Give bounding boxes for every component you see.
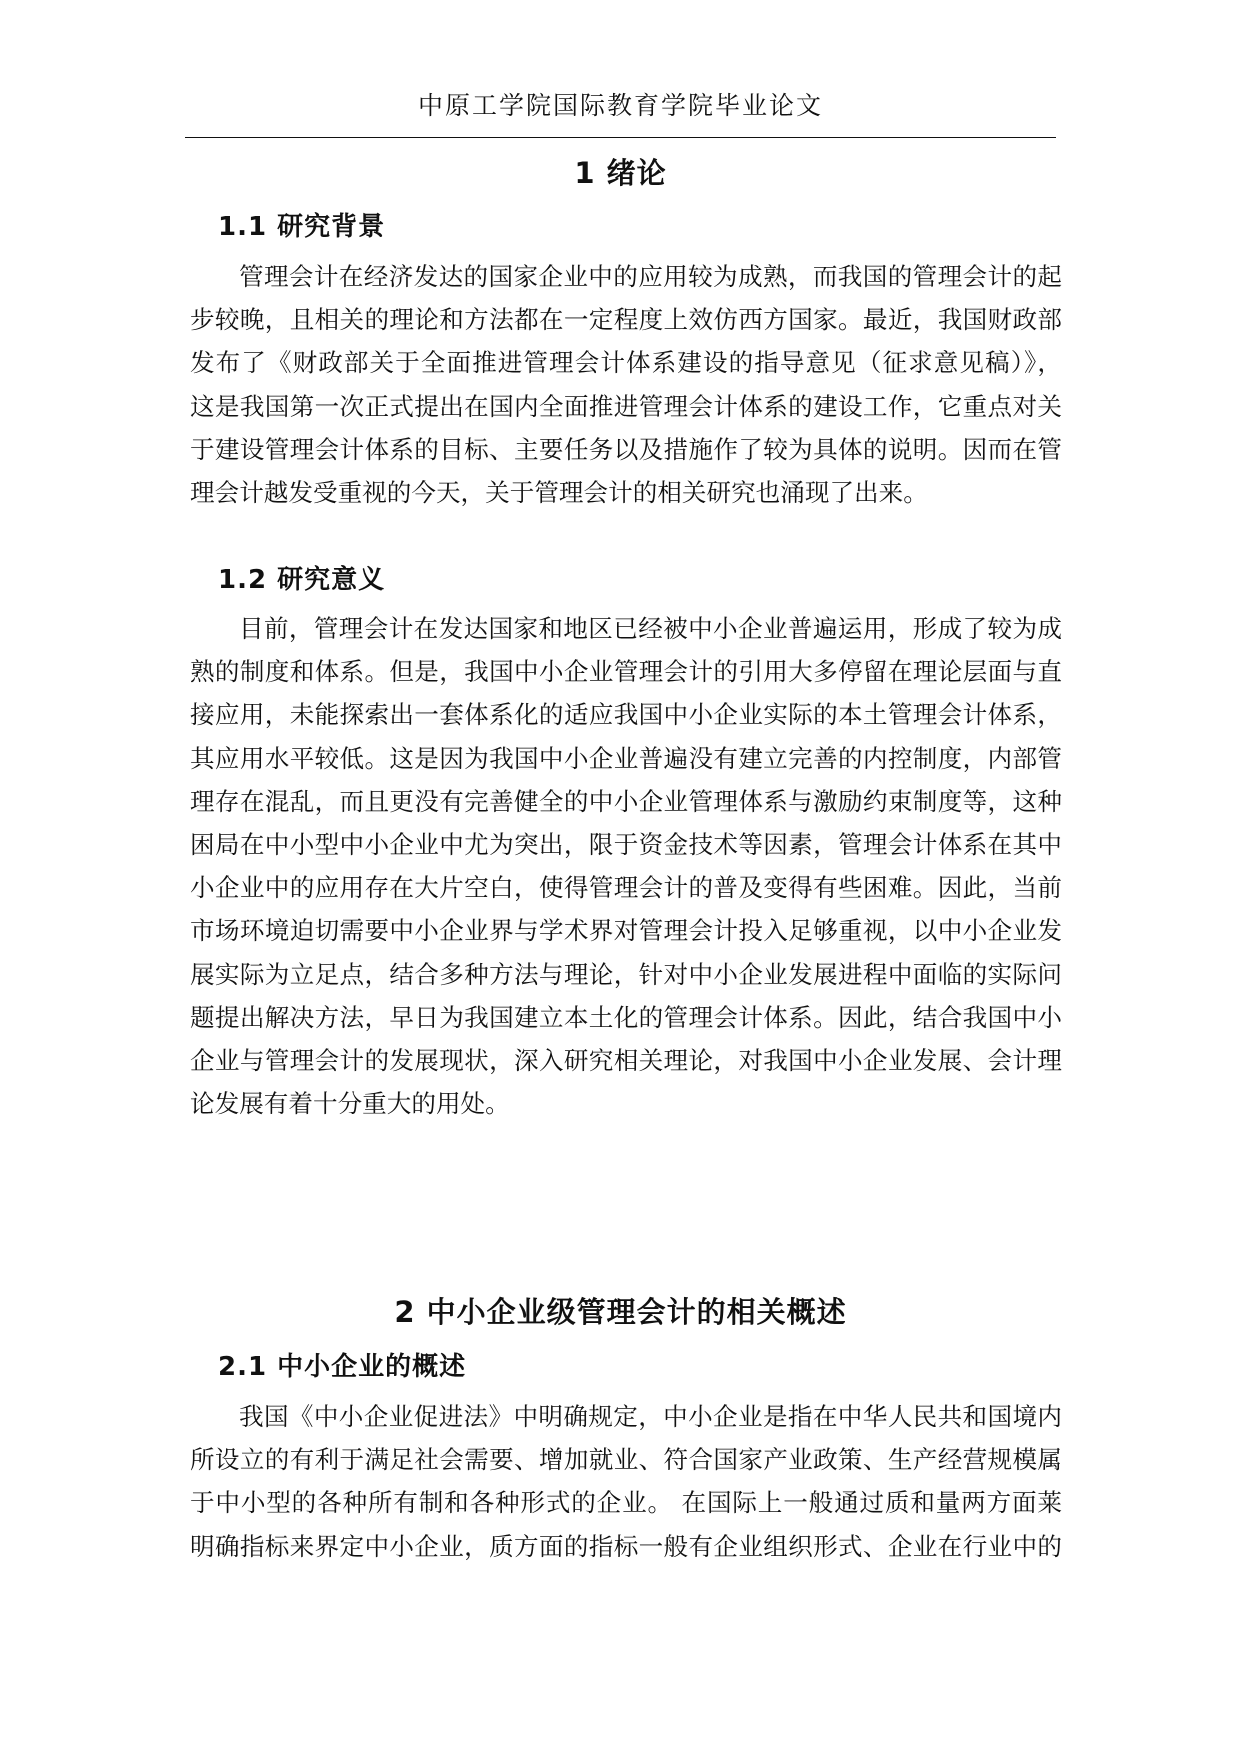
text-line: 企业与管理会计的发展现状，深入研究相关理论，对我国中小企业发展、会计理 bbox=[190, 1045, 1062, 1075]
text-line: 市场环境迫切需要中小企业界与学术界对管理会计投入足够重视，以中小企业发 bbox=[190, 916, 1062, 946]
text-line: 熟的制度和体系。但是，我国中小企业管理会计的引用大多停留在理论层面与直 bbox=[190, 657, 1062, 687]
text-line: 于中小型的各种所有制和各种形式的企业。 在国际上一般通过质和量两方面莱 bbox=[190, 1488, 1062, 1518]
text-line: 于建设管理会计体系的目标、主要任务以及措施作了较为具体的说明。因而在管 bbox=[190, 434, 1062, 464]
text-line: 所设立的有利于满足社会需要、增加就业、符合国家产业政策、生产经营规模属 bbox=[190, 1445, 1062, 1475]
text-line: 步较晚，且相关的理论和方法都在一定程度上效仿西方国家。最近，我国财政部 bbox=[190, 305, 1062, 335]
section-1-1-title: 1.1 研究背景 bbox=[218, 212, 386, 242]
section-2-1-body bbox=[190, 1395, 1062, 1568]
text-line: 我国《中小企业促进法》中明确规定，中小企业是指在中华人民共和国境内 bbox=[239, 1402, 1062, 1431]
text-line: 困局在中小型中小企业中尤为突出，限于资金技术等因素，管理会计体系在其中 bbox=[190, 829, 1062, 859]
chapter-2-title: 2 中小企业级管理会计的相关概述 bbox=[394, 1295, 847, 1329]
text-line: 管理会计在经济发达的国家企业中的应用较为成熟，而我国的管理会计的起 bbox=[239, 262, 1062, 291]
text-line: 接应用，未能探索出一套体系化的适应我国中小企业实际的本土管理会计体系， bbox=[190, 700, 1062, 730]
text-line: 这是我国第一次正式提出在国内全面推进管理会计体系的建设工作，它重点对关 bbox=[190, 391, 1062, 421]
text-line: 题提出解决方法，早日为我国建立本土化的管理会计体系。因此，结合我国中小 bbox=[190, 1002, 1062, 1032]
section-2-1-title: 2.1 中小企业的概述 bbox=[218, 1352, 467, 1382]
header-divider bbox=[185, 137, 1056, 138]
section-1-2-title: 1.2 研究意义 bbox=[218, 565, 386, 595]
section-1-2-body bbox=[190, 607, 1062, 1125]
text-line: 论发展有着十分重大的用处。 bbox=[190, 1089, 510, 1119]
text-line: 目前，管理会计在发达国家和地区已经被中小企业普遍运用，形成了较为成 bbox=[239, 614, 1062, 643]
text-line: 小企业中的应用存在大片空白，使得管理会计的普及变得有些困难。因此，当前 bbox=[190, 873, 1062, 903]
text-line: 明确指标来界定中小企业，质方面的指标一般有企业组织形式、企业在行业中的 bbox=[190, 1531, 1062, 1561]
text-line: 其应用水平较低。这是因为我国中小企业普遍没有建立完善的内控制度，内部管 bbox=[190, 743, 1062, 773]
text-line: 理会计越发受重视的今天，关于管理会计的相关研究也涌现了出来。 bbox=[190, 477, 928, 507]
page-header: 中原工学院国际教育学院毕业论文 bbox=[417, 91, 823, 120]
chapter-1-title: 1 绪论 bbox=[574, 156, 667, 190]
text-line: 展实际为立足点，结合多种方法与理论，针对中小企业发展进程中面临的实际问 bbox=[190, 959, 1062, 989]
text-line: 理存在混乱，而且更没有完善健全的中小企业管理体系与激励约束制度等，这种 bbox=[190, 786, 1062, 816]
text-line: 发布了《财政部关于全面推进管理会计体系建设的指导意见（征求意见稿）》， bbox=[190, 348, 1062, 378]
section-1-1-body bbox=[190, 255, 1062, 514]
